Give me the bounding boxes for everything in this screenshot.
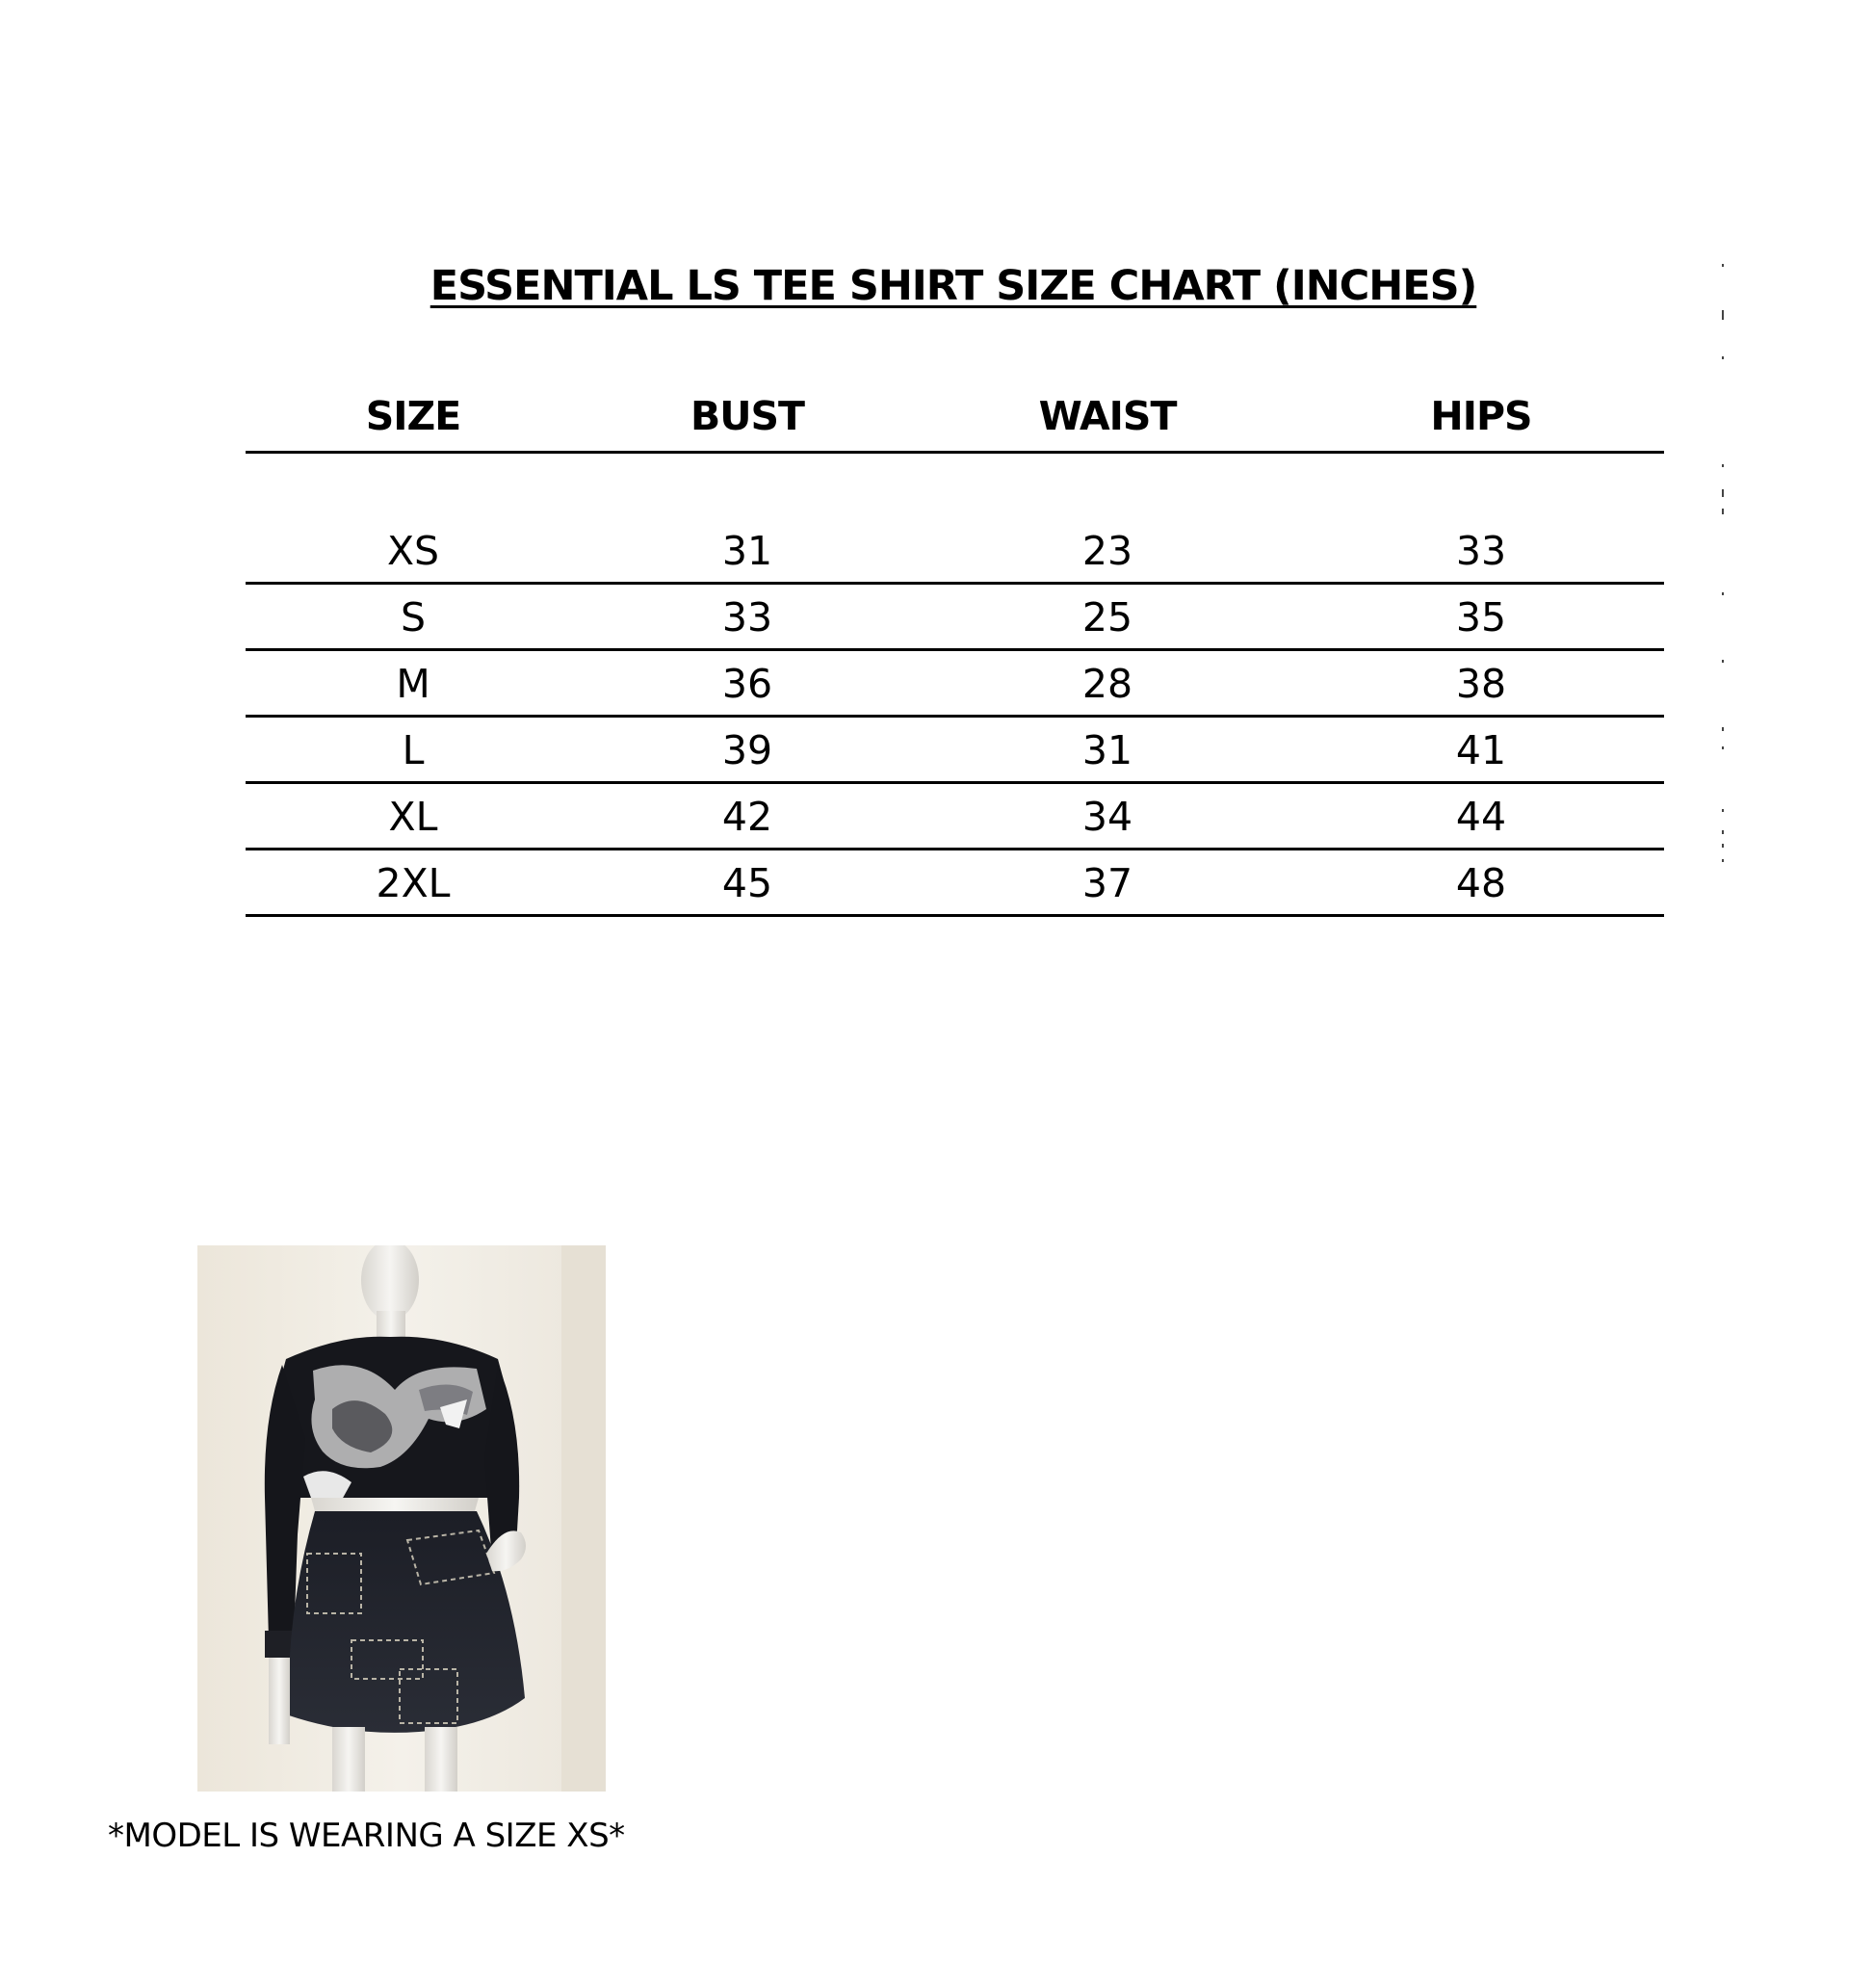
model-photo — [197, 1245, 606, 1792]
cell-size: 2XL — [376, 860, 451, 906]
page-edge-artifact — [1722, 260, 1725, 876]
model-size-caption: *MODEL IS WEARING A SIZE XS* — [108, 1817, 625, 1855]
cell-hips: 41 — [1455, 727, 1507, 773]
header-hips: HIPS — [1430, 393, 1532, 439]
header-waist: WAIST — [1038, 393, 1177, 439]
size-chart-title: ESSENTIAL LS TEE SHIRT SIZE CHART (INCHES) — [429, 262, 1477, 310]
cell-waist: 25 — [1081, 594, 1133, 641]
cell-bust: 42 — [721, 794, 773, 840]
cell-bust: 33 — [721, 594, 773, 641]
cell-hips: 33 — [1455, 528, 1507, 574]
cell-size: XL — [388, 794, 438, 840]
table-row — [246, 784, 1664, 850]
cell-size: M — [396, 661, 430, 707]
cell-bust: 39 — [721, 727, 773, 773]
cell-bust: 36 — [721, 661, 773, 707]
cell-waist: 28 — [1081, 661, 1133, 707]
header-bust: BUST — [690, 393, 805, 439]
cell-waist: 23 — [1081, 528, 1133, 574]
cell-size: S — [400, 594, 427, 641]
cell-waist: 37 — [1081, 860, 1133, 906]
table-row — [246, 585, 1664, 651]
table-row — [246, 718, 1664, 784]
cell-size: XS — [386, 528, 440, 574]
cell-hips: 44 — [1455, 794, 1507, 840]
table-row — [246, 850, 1664, 917]
cell-bust: 45 — [721, 860, 773, 906]
header-size: SIZE — [365, 393, 461, 439]
cell-hips: 35 — [1455, 594, 1507, 641]
table-row — [246, 518, 1664, 585]
cell-bust: 31 — [721, 528, 773, 574]
cell-hips: 38 — [1455, 661, 1507, 707]
cell-waist: 34 — [1081, 794, 1133, 840]
table-header-row — [246, 385, 1664, 454]
size-chart-table — [246, 385, 1664, 917]
table-row — [246, 651, 1664, 718]
cell-waist: 31 — [1081, 727, 1133, 773]
cell-size: L — [402, 727, 425, 773]
cell-hips: 48 — [1455, 860, 1507, 906]
